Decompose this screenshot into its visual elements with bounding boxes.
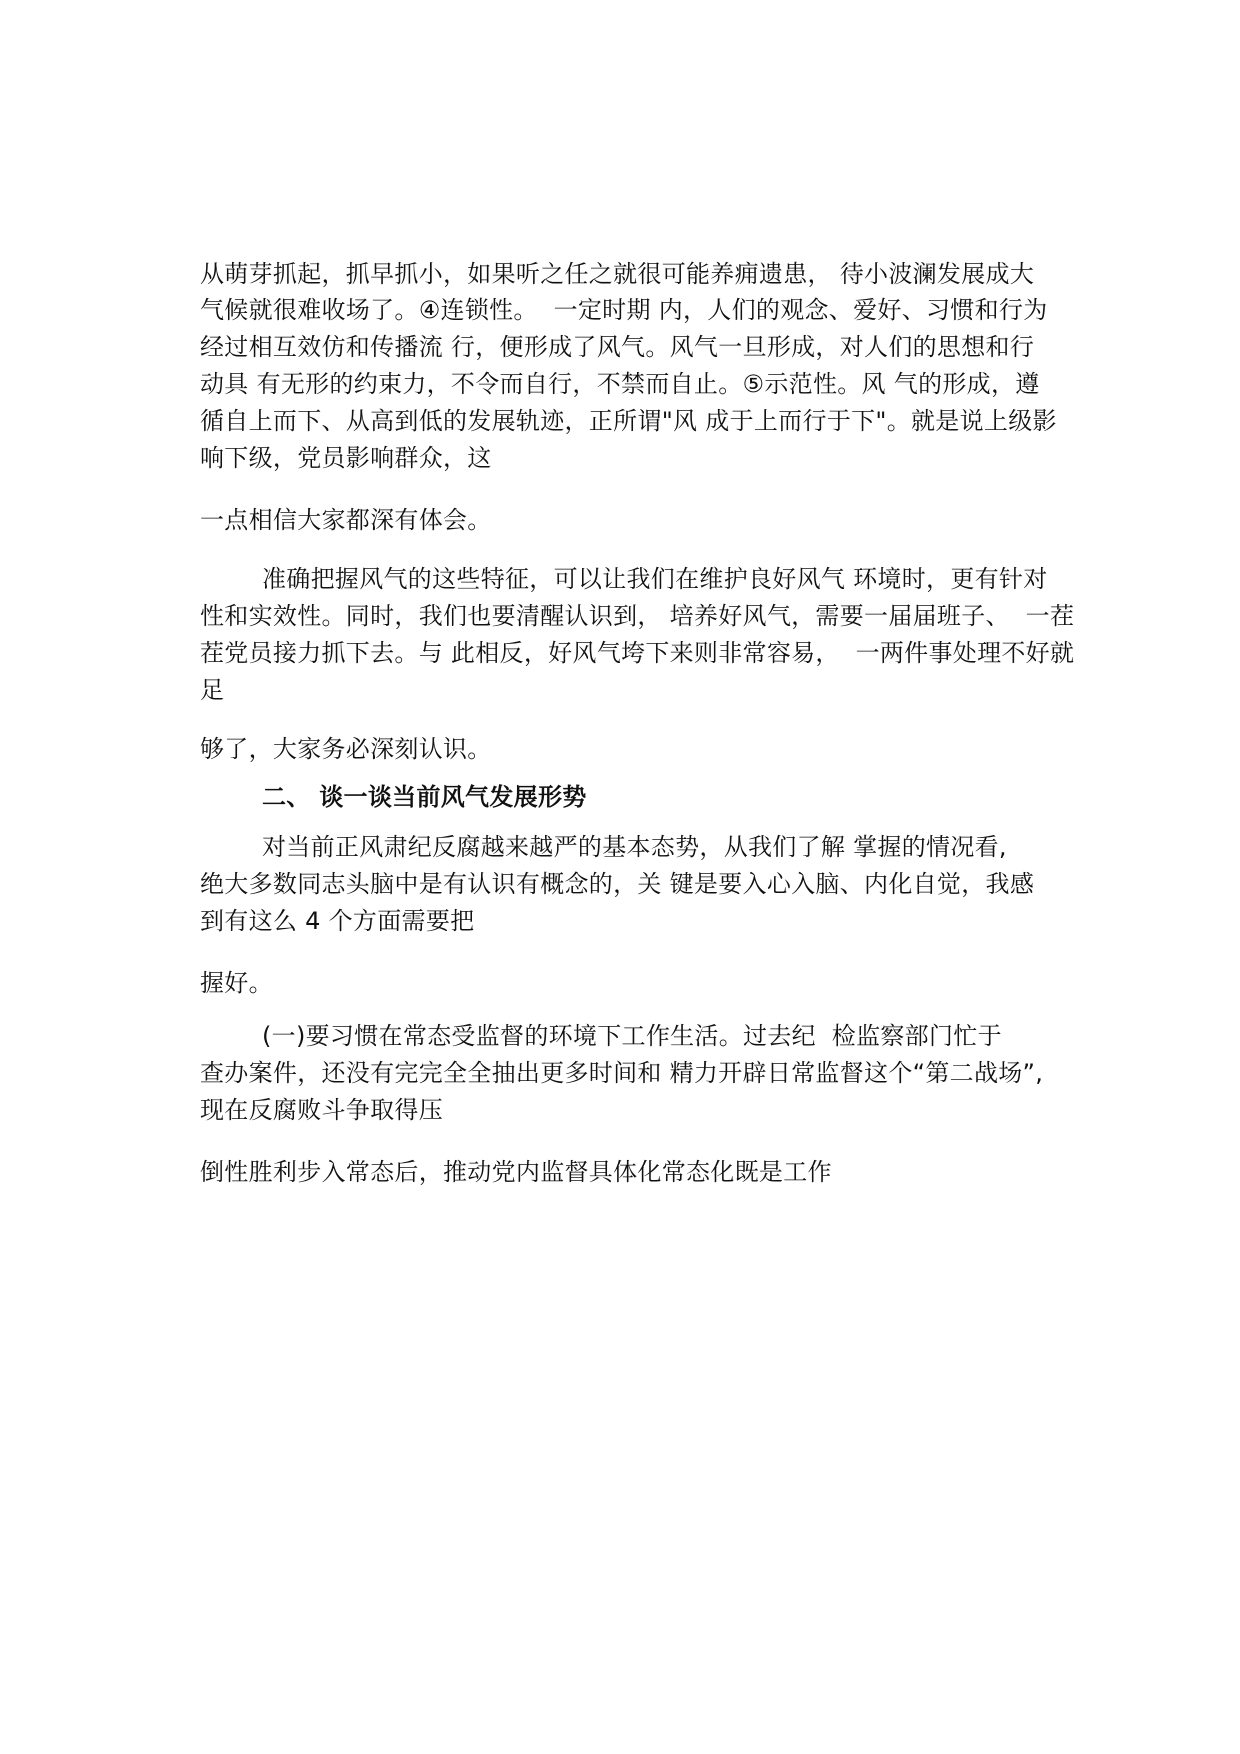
text-line: 一点相信大家都深有体会。 [200,506,492,534]
paragraph-first-line: (一)要习惯在常态受监督的环境下工作生活。过去纪 检监察部门忙于 [262,1022,1002,1050]
text-line: 握好。 [200,969,273,997]
text-line: 响下级，党员影响群众，这 [200,444,492,472]
paragraph-first-line: 准确把握风气的这些特征，可以让我们在维护良好风气 环境时，更有针对 [262,565,1048,593]
text-line: 动具 有无形的约束力，不令而自行，不禁而自止。⑤示范性。风 气的形成，遵 [200,370,1040,398]
text-line: 气候就很难收场了。④连锁性。 一定时期 内，人们的观念、爱好、习惯和行为 [200,296,1048,324]
text-line: 到有这么 4 个方面需要把 [200,907,475,935]
text-line: 性和实效性。同时，我们也要清醒认识到， 培养好风气，需要一届届班子、 一茬 [200,602,1075,630]
text-line: 现在反腐败斗争取得压 [200,1096,443,1124]
paragraph-first-line: 对当前正风肃纪反腐越来越严的基本态势，从我们了解 掌握的情况看, [262,833,1007,861]
text-line: 从萌芽抓起，抓早抓小，如果听之任之就很可能养痈遗患， 待小波澜发展成大 [200,260,1035,288]
text-line: 茬党员接力抓下去。与 此相反，好风气垮下来则非常容易， 一两件事处理不好就 [200,639,1075,667]
text-line: 足 [200,676,225,704]
text-line: 绝大多数同志头脑中是有认识有概念的，关 键是要入心入脑、内化自觉，我感 [200,870,1035,898]
section-heading: 二、 谈一谈当前风气发展形势 [262,783,587,811]
text-line: 经过相互效仿和传播流 行，便形成了风气。风气一旦形成，对人们的思想和行 [200,333,1035,361]
text-line: 倒性胜利步入常态后，推动党内监督具体化常态化既是工作 [200,1158,832,1186]
text-line: 够了，大家务必深刻认识。 [200,735,492,763]
text-line: 查办案件，还没有完完全全抽出更多时间和 精力开辟日常监督这个“第二战场”, [200,1059,1044,1087]
text-line: 循自上而下、从高到低的发展轨迹，正所谓"风 成于上而行于下"。就是说上级影 [200,407,1057,435]
